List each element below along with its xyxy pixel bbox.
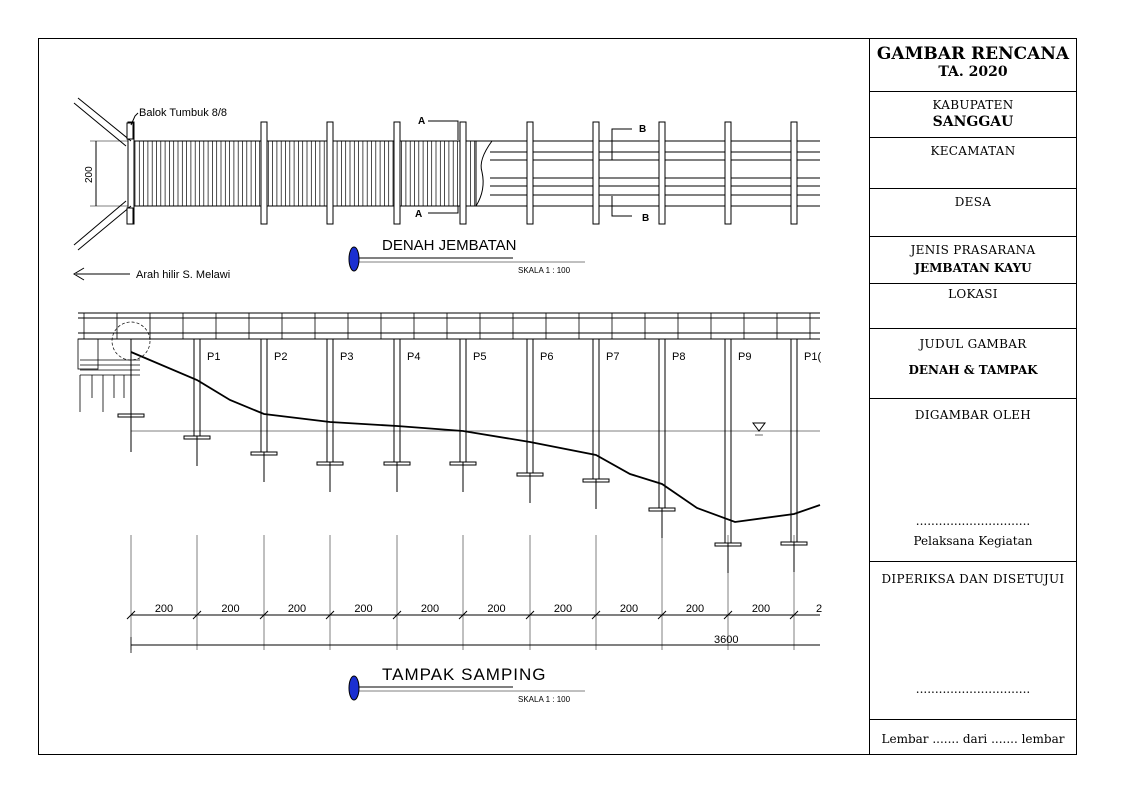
span-label: 200 bbox=[553, 603, 573, 615]
tb-judul bbox=[869, 328, 1077, 398]
cross-beam bbox=[460, 122, 466, 224]
tb-header bbox=[869, 38, 1077, 91]
cross-beam bbox=[659, 122, 665, 224]
pier-label: P1( bbox=[804, 351, 822, 363]
cross-beam bbox=[791, 122, 797, 224]
tb-judul-label: JUDUL GAMBAR bbox=[919, 337, 1027, 351]
cross-beam bbox=[327, 122, 333, 224]
plan-deck-planks bbox=[135, 141, 475, 206]
cross-beam bbox=[593, 122, 599, 224]
pier-label: P2 bbox=[274, 351, 288, 363]
pier-label: P9 bbox=[738, 351, 752, 363]
tb-kecamatan bbox=[869, 137, 1077, 188]
tb-lokasi bbox=[869, 283, 1077, 328]
elevation-view bbox=[78, 313, 823, 691]
plan-dim-200: 200 bbox=[84, 166, 95, 183]
tb-jenis-label: JENIS PRASARANA bbox=[910, 243, 1036, 257]
span-label: 200 bbox=[751, 603, 771, 615]
tb-lembar-text: Lembar ....... dari ....... lembar bbox=[881, 732, 1065, 746]
pile bbox=[593, 339, 599, 479]
tb-lokasi-label: LOKASI bbox=[948, 287, 998, 301]
flow-arrow-label: Arah hilir S. Melawi bbox=[136, 269, 231, 281]
tb-header-line1: GAMBAR RENCANA bbox=[876, 44, 1070, 64]
elevation-title-marker-icon bbox=[349, 676, 359, 700]
elevation-scale: SKALA 1 : 100 bbox=[518, 695, 571, 704]
plan-cross-beams bbox=[128, 122, 797, 224]
plan-scale: SKALA 1 : 100 bbox=[518, 266, 571, 275]
pier-label: P4 bbox=[407, 351, 421, 363]
cross-beam bbox=[725, 122, 731, 224]
section-b-top-label: B bbox=[639, 124, 647, 135]
elevation-railing-posts bbox=[84, 313, 810, 339]
tb-digambar bbox=[869, 398, 1077, 561]
pile bbox=[725, 339, 731, 543]
plan-title-marker-icon bbox=[349, 247, 359, 271]
pier-label: P6 bbox=[540, 351, 554, 363]
tb-digambar-role: Pelaksana Kegiatan bbox=[913, 534, 1033, 548]
total-dimension-label: 3600 bbox=[714, 634, 739, 646]
pier-label: P5 bbox=[473, 351, 487, 363]
section-a-top-label: A bbox=[418, 116, 426, 127]
span-labels bbox=[155, 603, 822, 615]
cross-beam bbox=[261, 122, 267, 224]
water-level-icon bbox=[753, 423, 765, 431]
tb-diperiksa bbox=[869, 561, 1077, 719]
pier-label: P7 bbox=[606, 351, 620, 363]
section-a-bottom-label: A bbox=[415, 209, 423, 220]
tb-judul-value: DENAH & TAMPAK bbox=[908, 363, 1038, 377]
span-label: 200 bbox=[619, 603, 639, 615]
span-label: 200 bbox=[420, 603, 440, 615]
section-a-top bbox=[428, 121, 458, 140]
section-b-bottom-label: B bbox=[642, 213, 650, 224]
span-dimension-ticks bbox=[127, 535, 798, 650]
tb-kabupaten-value: SANGGAU bbox=[932, 114, 1014, 130]
tb-kecamatan-label: KECAMATAN bbox=[930, 144, 1016, 158]
cross-beam bbox=[394, 122, 400, 224]
plan-deck bbox=[131, 141, 476, 206]
tb-jenis-value: JEMBATAN KAYU bbox=[914, 261, 1032, 275]
tb-kabupaten-label: KABUPATEN bbox=[932, 98, 1014, 112]
tb-desa bbox=[869, 188, 1077, 236]
tb-kabupaten bbox=[869, 91, 1077, 137]
tb-diperiksa-label: DIPERIKSA DAN DISETUJUI bbox=[881, 572, 1065, 586]
span-label: 200 bbox=[221, 603, 240, 615]
tb-digambar-dots: .............................. bbox=[915, 514, 1031, 528]
tb-desa-label: DESA bbox=[954, 195, 992, 209]
pier-label: P1 bbox=[207, 351, 221, 363]
tb-digambar-label: DIGAMBAR OLEH bbox=[914, 408, 1032, 422]
tb-diperiksa-dots: .............................. bbox=[915, 682, 1031, 696]
pile bbox=[460, 339, 466, 462]
plan-wing-walls bbox=[74, 98, 133, 250]
section-a-bottom bbox=[428, 206, 458, 213]
plan-title: DENAH JEMBATAN bbox=[382, 237, 517, 254]
span-label: 200 bbox=[287, 603, 307, 615]
tb-jenis bbox=[869, 236, 1077, 283]
plan-break-line bbox=[476, 141, 492, 206]
pile bbox=[261, 339, 267, 452]
pile bbox=[194, 339, 200, 436]
span-label: 200 bbox=[154, 603, 174, 615]
pier-label: P8 bbox=[672, 351, 686, 363]
section-b-top bbox=[612, 129, 632, 160]
pile bbox=[327, 339, 333, 462]
ground-profile bbox=[131, 352, 820, 522]
pier-label: P3 bbox=[340, 351, 354, 363]
span-label: 200 bbox=[487, 603, 506, 615]
pile bbox=[394, 339, 400, 462]
elevation-piles bbox=[118, 339, 807, 573]
pile bbox=[527, 339, 533, 473]
span-label: 200 bbox=[354, 603, 373, 615]
span-label-partial: 2 bbox=[816, 603, 823, 615]
pile bbox=[791, 339, 797, 542]
elevation-title: TAMPAK SAMPING bbox=[382, 665, 547, 684]
span-label: 200 bbox=[685, 603, 705, 615]
tb-header-line2: TA. 2020 bbox=[938, 64, 1008, 80]
tb-lembar bbox=[869, 719, 1077, 755]
callout-balok-label: Balok Tumbuk 8/8 bbox=[139, 107, 228, 119]
cross-beam bbox=[527, 122, 533, 224]
